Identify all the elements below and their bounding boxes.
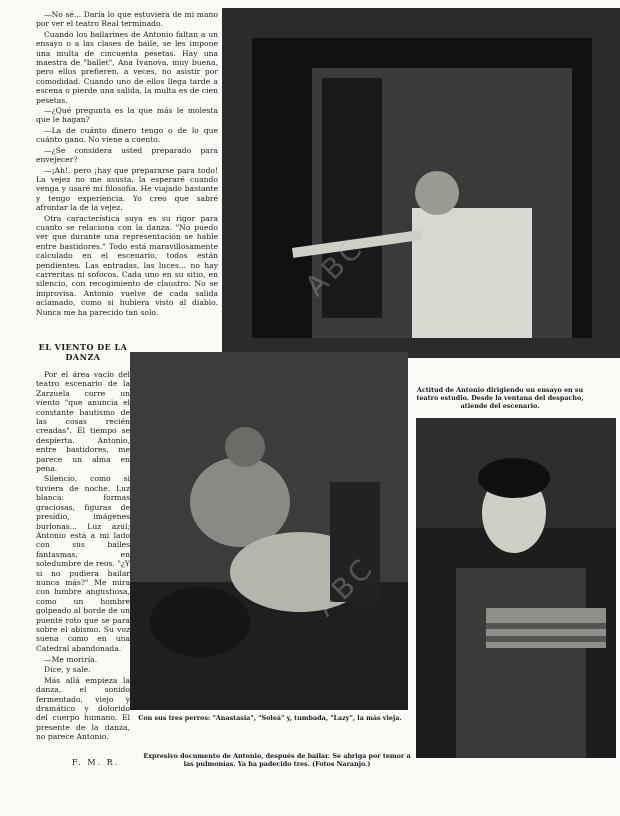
paragraph: Silencio, como si tuviera de noche. Luz blanca: formas graciosas, figuras de presidio, imágenes burlonas... Luz azul; Antonio está a mi lado con sus bailes fantasmas, en soledumbre de reos. "¿Y si no pudiera bailar nunca más?" Me mira con lumbre angustiosa, como un hombre golpeado al borde de un puente roto que se para sobre el abismo. Su voz suena como en una Catedral abandonada. [36,474,130,653]
paragraph: Dice, y sale. [44,665,91,675]
section-heading: EL VIENTO DE LA DANZA [38,342,128,362]
caption-dogs: Con sus tres perros: "Anastasia", "Soleá" y, tumbada, "Lazy", la más vieja. [138,714,402,722]
paragraph: —No sé... Daría lo que estuviera de mi mano por ver el teatro Real terminado. [36,10,218,29]
photo-dogs [130,352,408,710]
article-top-column [36,10,218,318]
paragraph: Más allá empieza la danza, el sonido fermentado, viejo y dramático y dolorido del cuerpo humano. El presente de la danza, no parece Antonio. [36,675,130,742]
photo-antonio-window [222,8,620,358]
caption-portrait: Expresivo documento de Antonio, después de bailar. Se abriga por temor a las pulmonías. Ya ha padecido tres. (Fotos Naranjo.) [143,752,411,768]
article-narrow-column [36,370,130,654]
paragraph: —La de cuánto dinero tengo o de lo que cuánto gano. No viene a cuento. [36,125,218,145]
paragraph: —¿Qué pregunta es la que más le molesta que le hagan? [36,106,218,125]
photo-portrait-image [416,418,616,758]
watermark: ABC [308,550,381,623]
paragraph: Otra característica suya es su rigor para cuanto se relaciona con la danza. "No puedo ver que durante una representación se hable entre bastidores." Todo está maravillosamente calculado en el escenario, todos están pendientes. Las entradas, las luces... no hay carreritas ni sofocos. Cada uno en su sitio, en silencio, con recogimiento de claustro. No se improvisa. Antonio vuelve de cada salida aclamado, como si hubiera visto al diablo. Nunca me ha parecido tan solo. [36,213,218,317]
watermark: ABC [298,230,371,303]
paragraph: —Me moriría. [44,655,98,664]
author-signature: F. M. R. [72,758,120,767]
caption-antonio-window: Actitud de Antonio dirigiendo un ensayo en su teatro estudio. Desde la ventana del despacho, atiende del escenario. [416,386,584,410]
article-bottom-column [36,655,130,743]
paragraph: Por el área vacío del teatro escenario de la Zarzuela corre un viento "que anuncia el constante bautismo de las cosas recién creadas". El tiempo se despierta. Antonio, entre bastidores, me parece un alma en pena. [36,370,130,474]
photo-antonio-window-image [222,8,620,358]
paragraph: —¡Ah!, pero ¡hay que prepararse para todo! La vejez no me asusta, la esperaré cuando venga y usaré mi filosofía. He viajado bastante y tengo experiencia. Yo creo que sabré afrontar la de la vejez. [36,165,218,213]
photo-portrait [416,418,616,758]
photo-dogs-image [130,352,408,710]
paragraph: —¿Se considera usted preparado para envejecer? [36,145,218,165]
paragraph: Cuando los bailarines de Antonio faltan a un ensayo o a las clases de baile, se les impone una multa de cincuenta pesetas. Hay una maestra de "ballet", Ana Ivanova, muy buena, pero ellos prefieren, a veces, no asistir por comodidad. Cuando uno de ellos llega tarde a escena o pierde una salida, la multa es de cien pesetas. [36,29,218,105]
